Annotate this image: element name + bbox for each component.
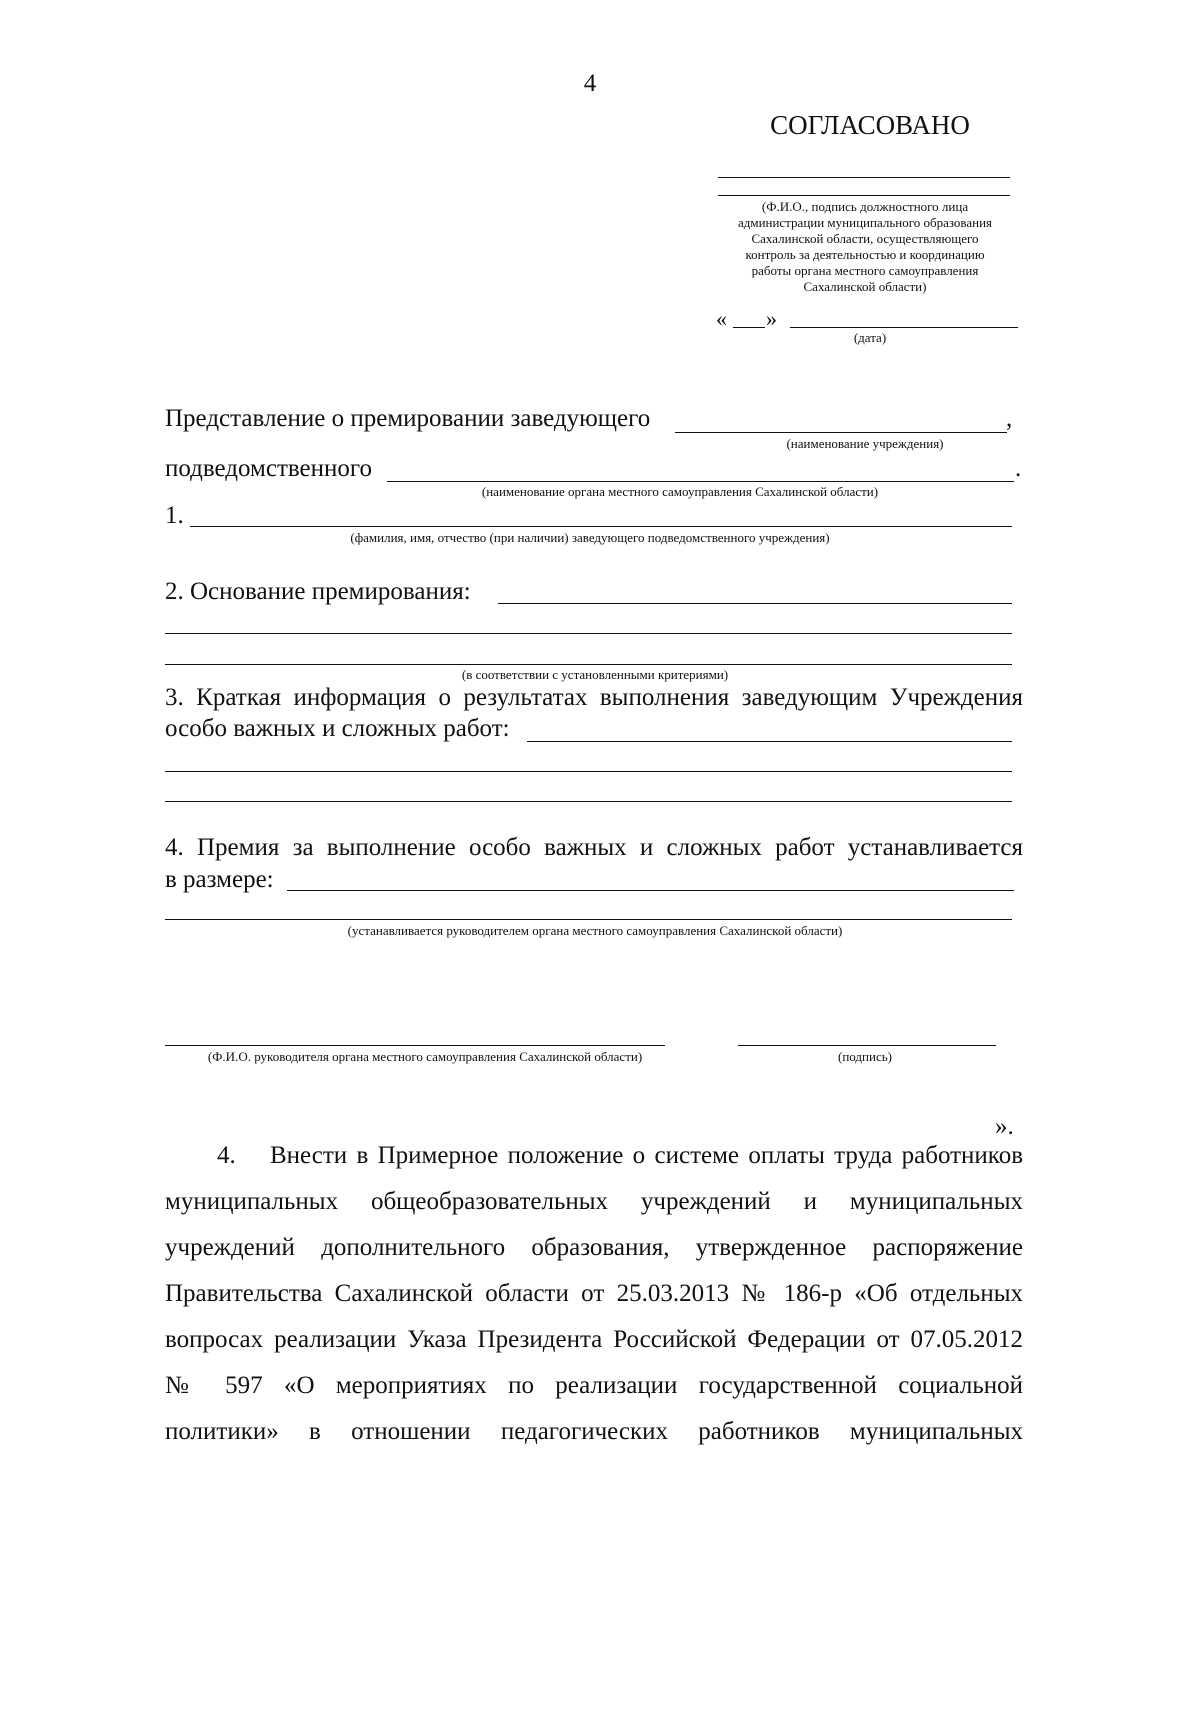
item4-line1: 4. Премия за выполнение особо важных и сложных работ устанавливается — [165, 834, 1023, 861]
subordinate-dot: . — [1015, 455, 1022, 482]
item3-line1: 3. Краткая информация о результатах выполнения заведующим Учреждения — [165, 684, 1023, 711]
authority-line — [387, 481, 1014, 482]
results-line — [527, 741, 1012, 742]
body-line: Внести в Примерное положение о системе оплаты труда работников — [270, 1142, 1023, 1169]
paragraph-number: 4. — [217, 1142, 236, 1169]
approval-caption — [705, 199, 1025, 295]
approval-caption-line: (Ф.И.О., подпись должностного лица — [761, 199, 969, 214]
approval-title: СОГЛАСОВАНО — [770, 110, 970, 140]
basis-line — [165, 633, 1012, 634]
head-name-line — [190, 526, 1012, 527]
approval-signature-line — [718, 195, 1010, 196]
body-line: муниципальных общеобразовательных учреждений и муниципальных — [165, 1188, 1023, 1215]
approval-caption-line: Сахалинской области) — [803, 279, 927, 294]
head-caption: (фамилия, имя, отчество (при наличии) заведующего подведомственного учреждения) — [350, 530, 830, 545]
date-caption: (дата) — [853, 330, 887, 345]
head-name-caption: (Ф.И.О. руководителя органа местного самоуправления Сахалинской области) — [207, 1049, 643, 1064]
results-line — [165, 801, 1012, 802]
item3-line2: особо важных и сложных работ: — [165, 715, 510, 742]
approval-signature-line — [718, 177, 1010, 178]
intro-comma: , — [1006, 405, 1013, 432]
date-day-line — [733, 327, 765, 328]
page-number: 4 — [583, 70, 597, 97]
body-line: № 597 «О мероприятиях по реализации государственной социальной — [165, 1372, 1023, 1399]
item1-number: 1. — [165, 502, 184, 529]
head-name-signature-line — [165, 1045, 665, 1046]
criteria-caption: (в соответствии с установленными критериями) — [461, 667, 729, 682]
item4-line2: в размере: — [165, 866, 274, 893]
institution-caption: (наименование учреждения) — [786, 436, 944, 451]
signature-caption: (подпись) — [838, 1049, 892, 1064]
approval-caption-line: работы органа местного самоуправления — [751, 263, 979, 278]
basis-line — [498, 603, 1012, 604]
results-line — [165, 771, 1012, 772]
signature-line — [738, 1045, 996, 1046]
approval-caption-line: контроль за деятельностью и координацию — [745, 247, 985, 262]
closing-quote: ». — [995, 1113, 1014, 1140]
body-line: Правительства Сахалинской области от 25.03.2013 № 186-р «Об отдельных — [165, 1280, 1023, 1307]
body-line: вопросах реализации Указа Президента Российской Федерации от 07.05.2012 — [165, 1326, 1023, 1353]
date-open-quote: « — [716, 306, 727, 331]
amount-line — [287, 890, 1014, 891]
amount-line — [165, 919, 1012, 920]
body-line: учреждений дополнительного образования, утвержденное распоряжение — [165, 1234, 1023, 1261]
amount-caption: (устанавливается руководителем органа местного самоуправления Сахалинской области) — [347, 923, 843, 938]
approval-caption-line: администрации муниципального образования — [737, 215, 993, 230]
authority-caption: (наименование органа местного самоуправления Сахалинской области) — [481, 484, 879, 499]
approval-caption-line: Сахалинской области, осуществляющего — [751, 231, 979, 246]
item2-text: 2. Основание премирования: — [165, 578, 471, 605]
subordinate-text: подведомственного — [165, 455, 373, 482]
body-line: политики» в отношении педагогических работников муниципальных — [165, 1418, 1023, 1445]
intro-text: Представление о премировании заведующего — [165, 405, 651, 432]
basis-line — [165, 664, 1012, 665]
date-line — [790, 327, 1018, 328]
date-close-quote: » — [766, 306, 777, 331]
institution-line — [675, 432, 1007, 433]
